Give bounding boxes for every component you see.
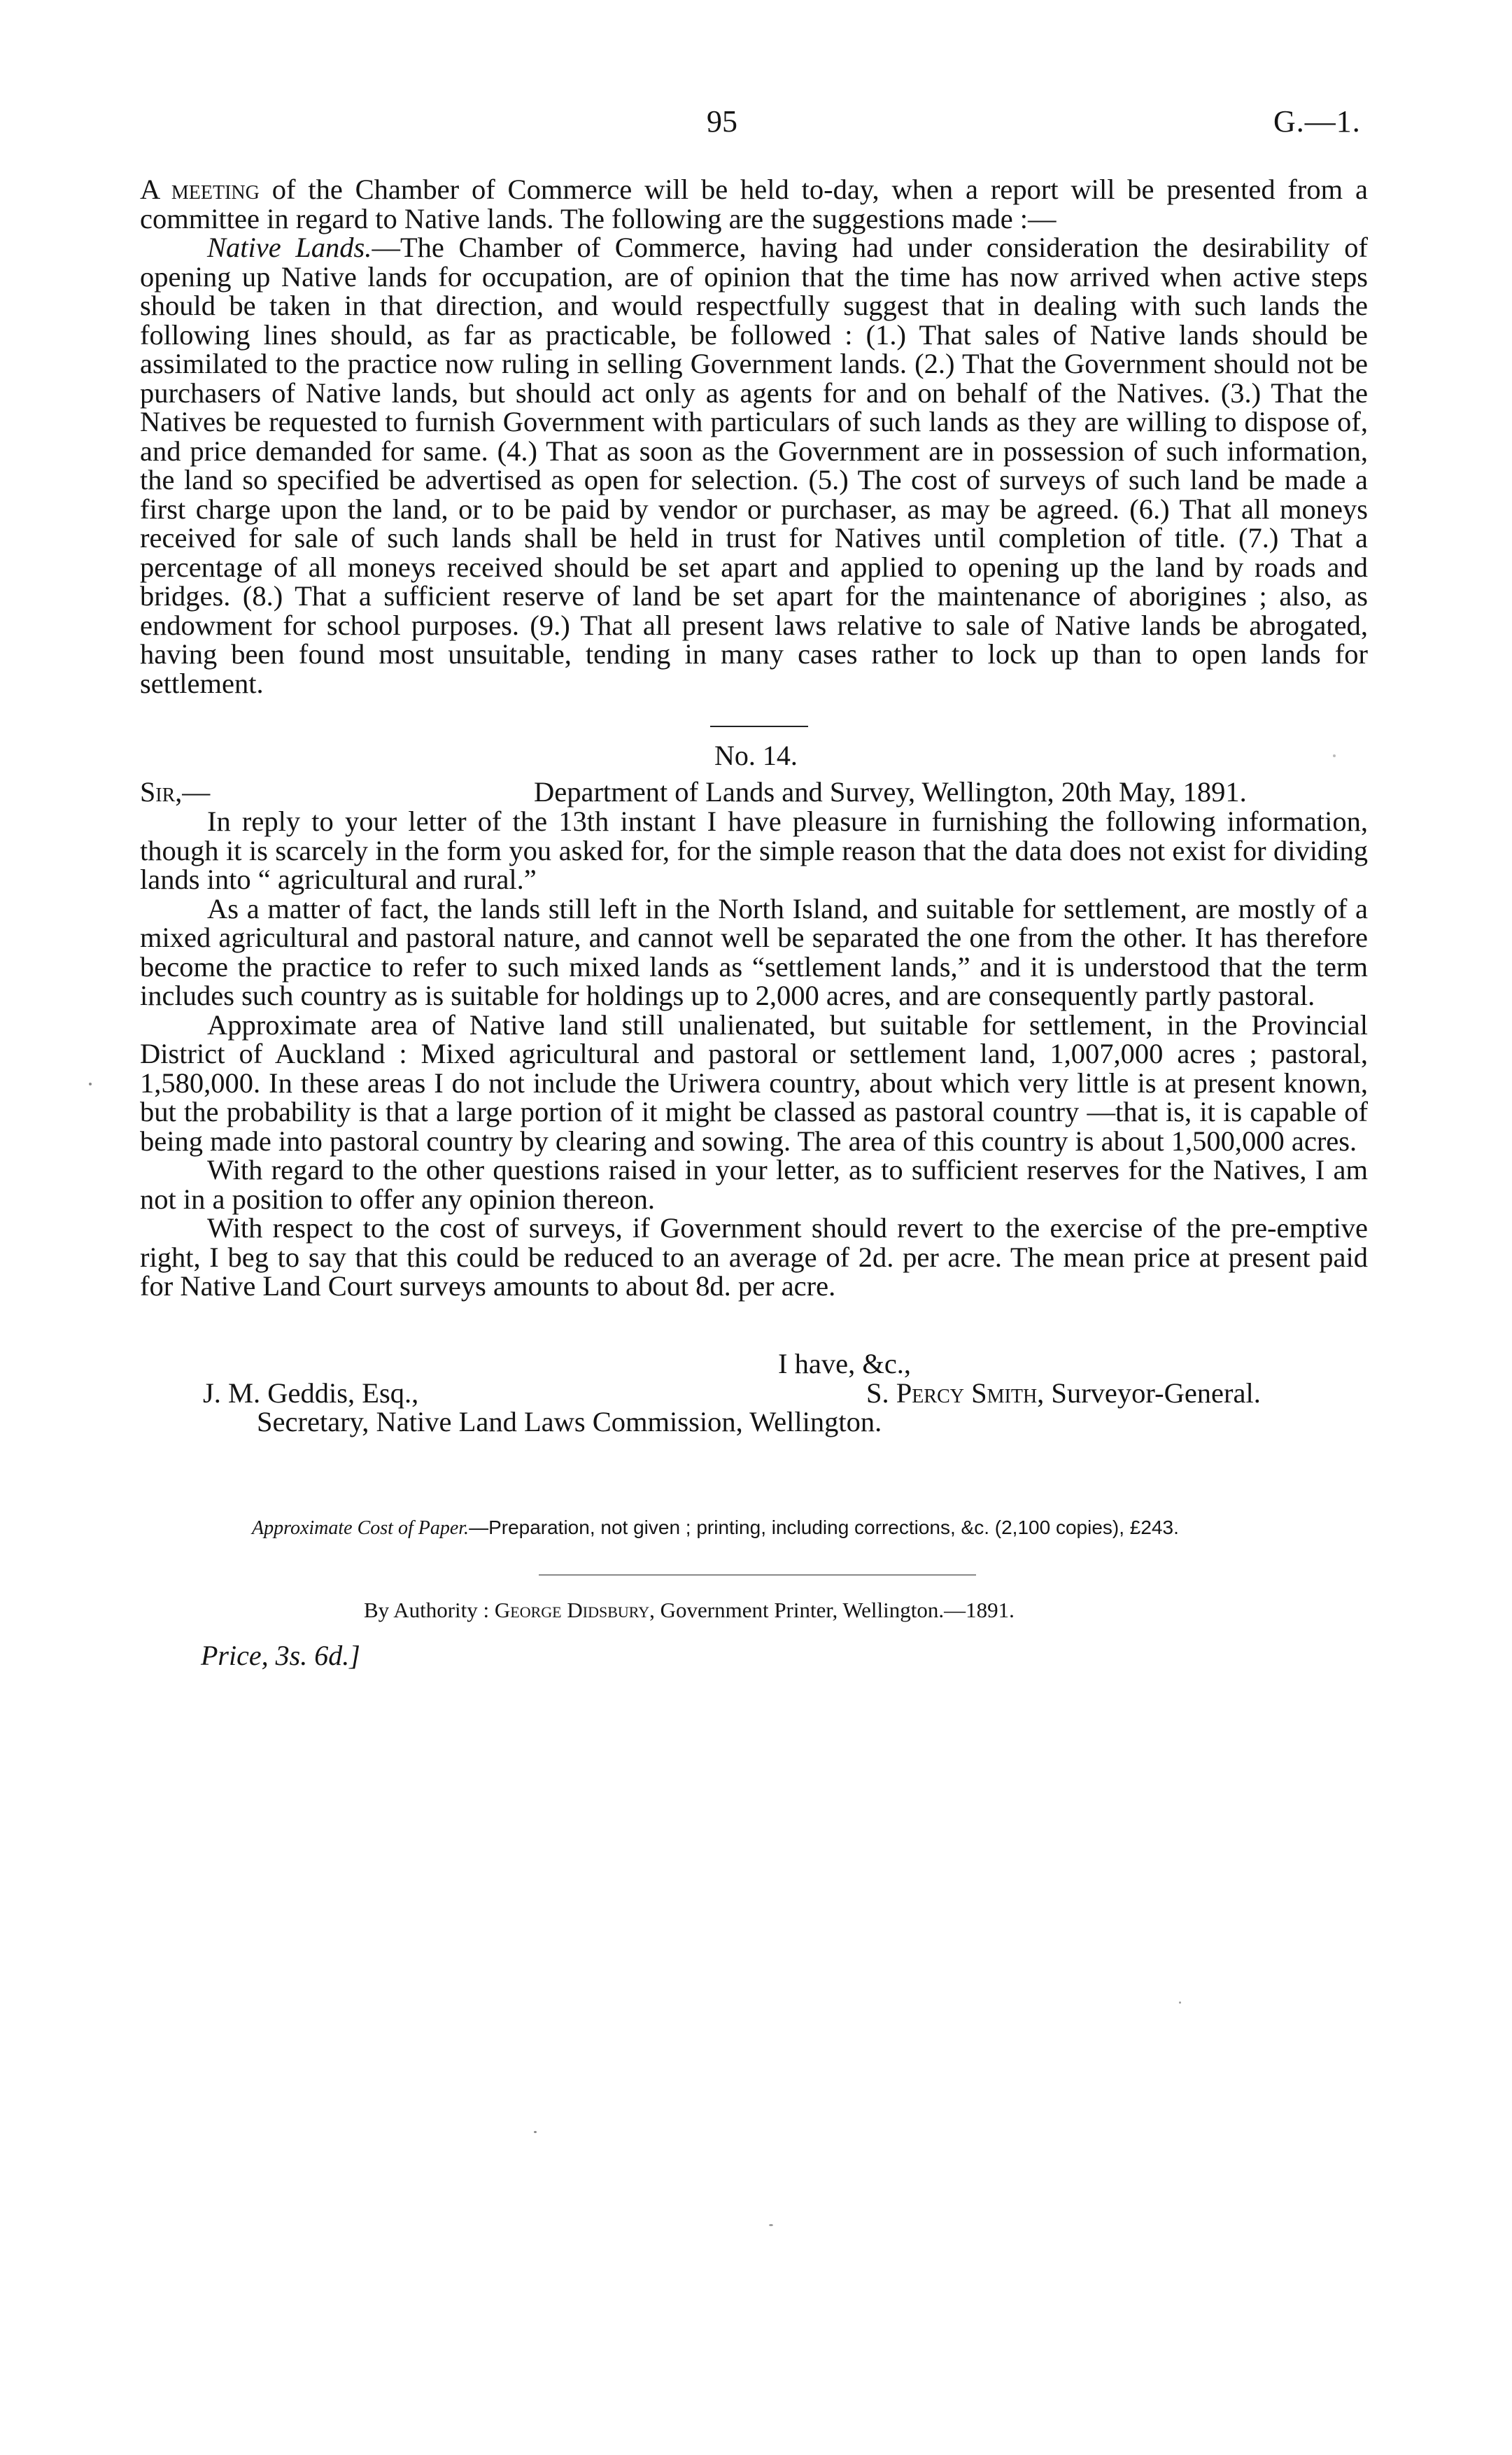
meeting-lead-caps: A meeting [140,174,260,205]
section-reference: G.—1. [1273,104,1361,139]
price-line: Price, 3s. 6d.] [201,1640,360,1671]
letter-paragraph-3: Approximate area of Native land still unalienated, but suitable for settlement, in the Provincial District of Auckland : Mixed agricultural and pastoral or settlement land, 1,007,000 acres ; pastoral, 1,580,000. In these areas I do not include the Uriwera country, about which very little is at present known, but the probability is that a large portion of it might be classed as pastoral country —that is, it is capable of being made into pastoral country by clearing and sowing. The area of this country is about 1,500,000 acres. [140,1008,1368,1157]
recipient-name: J. M. Geddis, Esq., [203,1377,419,1409]
recipient-title: Secretary, Native Land Laws Commission, Wellington. [257,1406,882,1437]
native-lands-suggestions [140,233,1368,698]
printer-name: George Didsbury, [494,1598,655,1622]
meeting-report [140,175,1368,698]
letter-number: No. 14. [714,740,798,771]
letter-closing: I have, &c., [778,1348,912,1379]
meeting-intro [140,175,1368,233]
scan-speck [534,2131,537,2133]
signature-name: S. Percy Smith, [866,1377,1045,1409]
letter-paragraph-2: As a matter of fact, the lands still left in the North Island, and suitable for settlement, are mostly of a mixed agricultural and pastoral nature, and cannot well be separated the one from the other. It has therefore become the practice to refer to such mixed lands as “settlement lands,” and it is understood that the term includes such country as is suitable for holdings up to 2,000 acres, and are consequently partly pastoral. [140,892,1368,1011]
authority-line [364,1598,1015,1623]
letter-salutation: Sir,— [140,776,211,808]
authority-prefix: By Authority : [364,1598,495,1622]
cost-of-paper-line [252,1517,1179,1540]
native-lands-body: —The Chamber of Commerce, having had under consideration the desirability of opening up Native lands for occupation, are of opinion that the time has now arrived when active steps should be taken in that direction, and would respectfully suggest that in dealing with such lands the following lines should, as far as practicable, be followed : (1.) That sales of Native lands should be assimilated to the practice now ruling in selling Government lands. (2.) That the Government should not be purchasers of Native lands, but should act only as agents for and on behalf of the Natives. (3.) That the Natives be requested to furnish Government with particulars of such lands as they are willing to dispose of, and price demanded for same. (4.) That as soon as the Government are in possession of such information, the land so specified be advertised as open for selection. (5.) The cost of surveys of such land be made a first charge upon the land, or to be paid by vendor or purchaser, as may be agreed. (6.) That all moneys received for sale of such lands shall be held in trust for Natives until completion of title. (7.) That a percentage of all moneys received should be set apart and applied to opening up the land by roads and bridges. (8.) That a sufficient reserve of land be set apart for the maintenance of aborigines ; also, as endowment for school purposes. (9.) That all present laws relative to sale of Native lands be abrogated, having been found most unsuitable, tending in many cases rather to lock up than to open lands for settlement. [140,232,1368,699]
meeting-intro-text: of the Chamber of Commerce will be held to-day, when a report will be presented from a committee in regard to Native lands. The following are the suggestions made :— [140,174,1368,234]
letter-paragraph-1: In reply to your letter of the 13th instant I have pleasure in furnishing the following information, though it is scarcely in the form you asked for, for the simple reason that the data does not exist for dividing lands into “ agricultural and rural.” [140,806,1368,895]
signature-title: Surveyor-General. [1044,1377,1261,1409]
signature [866,1377,1261,1409]
section-divider [710,726,808,727]
authority-suffix: Government Printer, Wellington.—1891. [654,1598,1015,1622]
scan-speck [89,1083,92,1085]
letter-address-line: Department of Lands and Survey, Wellington, 20th May, 1891. [534,776,1247,808]
scan-speck [1333,754,1336,757]
native-lands-subheading: Native Lands. [207,232,372,263]
scan-speck [769,2224,773,2226]
letter-paragraph-4: With regard to the other questions raised in your letter, as to sufficient reserves for the Natives, I am not in a position to offer any opinion thereon. [140,1154,1368,1215]
letter-body [140,807,1368,1301]
scan-speck [1179,2002,1181,2004]
letter-paragraph-5: With respect to the cost of surveys, if Government should revert to the exercise of the pre-emptive right, I beg to say that this could be reduced to an average of 2d. per acre. The mean price at present paid for Native Land Court surveys amounts to about 8d. per acre. [140,1212,1368,1302]
cost-of-paper-text: —Preparation, not given ; printing, including corrections, &c. (2,100 copies), £243. [469,1517,1179,1538]
page-number: 95 [707,104,737,139]
cost-of-paper-label: Approximate Cost of Paper. [252,1517,469,1539]
